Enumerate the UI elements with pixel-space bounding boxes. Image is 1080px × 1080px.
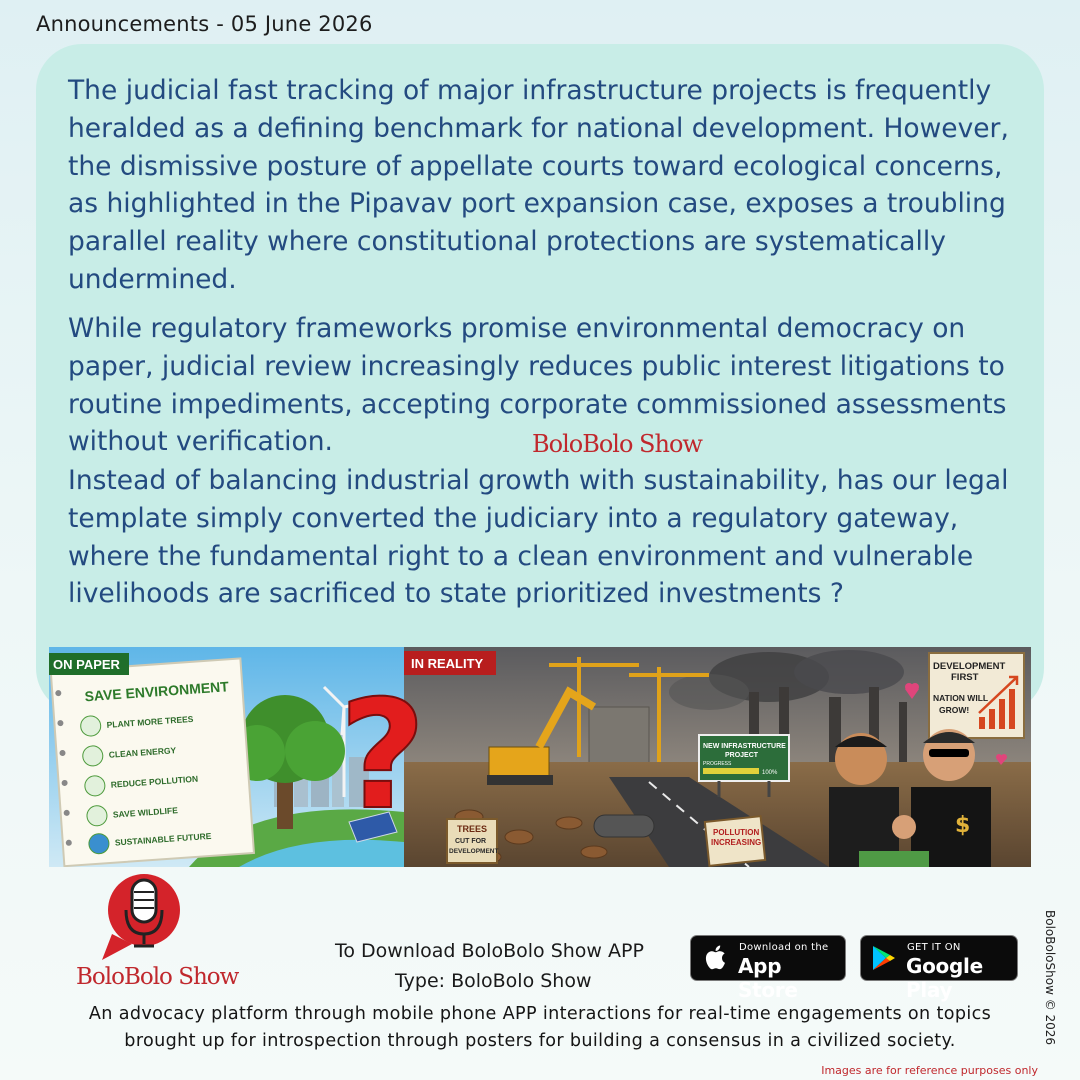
platform-description: [20, 1001, 1060, 1055]
reference-note: Images are for reference purposes only: [821, 1064, 1038, 1077]
project-progress-value: 100%: [762, 770, 778, 776]
in-reality-label: IN REALITY: [411, 656, 484, 671]
project-progress-bar: [703, 768, 759, 774]
pollution-sign-line-1: POLLUTION: [713, 828, 760, 837]
trees-sign-line-1: TREES: [457, 824, 488, 834]
notebook-title: SAVE ENVIRONMENT: [84, 678, 230, 705]
copyright-text: BoloBoloShow © 2026: [1043, 910, 1057, 1046]
google-play-icon: [871, 944, 897, 976]
dev-sign-line-2: FIRST: [951, 672, 979, 683]
project-progress-label: PROGRESS: [703, 761, 732, 767]
platform-description-line-2: brought up for introspection through posters for building a consensus in a civilized society.: [124, 1031, 956, 1051]
article-paragraph-3: Instead of balancing industrial growth with sustainability, has our legal template simply converted the judiciary into a regulatory gateway, where the fundamental right to a clean environment and vulnerable livelihoods are sacrificed to state prioritized investments ?: [68, 465, 1009, 610]
app-store-small-label: Download on the: [739, 942, 829, 953]
dollar-icon: $: [955, 813, 971, 838]
copyright-vertical: [1043, 910, 1063, 1060]
dev-sign-line-3: NATION WILL: [933, 693, 989, 703]
article-paragraph-2: While regulatory frameworks promise environmental democracy on paper, judicial review increasingly reduces public interest litigations to routine impediments, accepting corporate commissioned assessments without verification.: [68, 313, 1007, 458]
illustration-banner: [49, 647, 1031, 867]
apple-icon: [703, 943, 727, 975]
logo-text: BoloBolo Show: [76, 964, 239, 990]
center-watermark: BoloBolo Show: [532, 430, 702, 458]
notebook-item-5: SUSTAINABLE FUTURE: [114, 830, 212, 848]
notebook-item-1: PLANT MORE TREES: [106, 713, 194, 730]
pollution-sign-line-2: INCREASING: [711, 838, 762, 847]
on-paper-label: ON PAPER: [53, 657, 120, 672]
notebook-item-3: REDUCE POLLUTION: [110, 773, 199, 790]
dev-sign-line-1: DEVELOPMENT: [933, 661, 1006, 672]
google-play-button[interactable]: [860, 935, 1018, 1002]
app-store-button[interactable]: [690, 935, 846, 1002]
app-store-big-label: App Store: [738, 954, 798, 1002]
google-play-small-label: GET IT ON: [907, 942, 961, 953]
notebook-item-4: SAVE WILDLIFE: [112, 805, 179, 820]
trees-sign-line-2: CUT FOR: [455, 838, 487, 845]
banner-illustration: [49, 647, 1031, 867]
platform-description-line-1: An advocacy platform through mobile phone APP interactions for real-time engagements on topics: [88, 1004, 992, 1024]
google-play-big-label: Google Play: [906, 954, 983, 1002]
article-paragraph-1: The judicial fast tracking of major infrastructure projects is frequently heralded as a defining benchmark for national development. However, the dismissive posture of appellate courts toward ecological concerns, as highlighted in the Pipavav port expansion case, exposes a troubling parallel reality where constitutional protections are systematically undermined.: [68, 75, 1009, 295]
download-type-instruction: Type: BoloBolo Show: [395, 970, 592, 992]
dev-sign-line-4: GROW!: [939, 705, 970, 715]
trees-sign-line-3: DEVELOPMENT: [449, 848, 499, 855]
project-sign-line-2: PROJECT: [725, 752, 759, 759]
question-mark-icon: ?: [339, 669, 427, 843]
notebook-item-2: CLEAN ENERGY: [108, 745, 177, 760]
project-sign-line-1: NEW INFRASTRUCTURE: [703, 743, 786, 750]
download-instruction: To Download BoloBolo Show APP: [335, 940, 644, 962]
date-header: Announcements - 05 June 2026: [36, 12, 373, 36]
